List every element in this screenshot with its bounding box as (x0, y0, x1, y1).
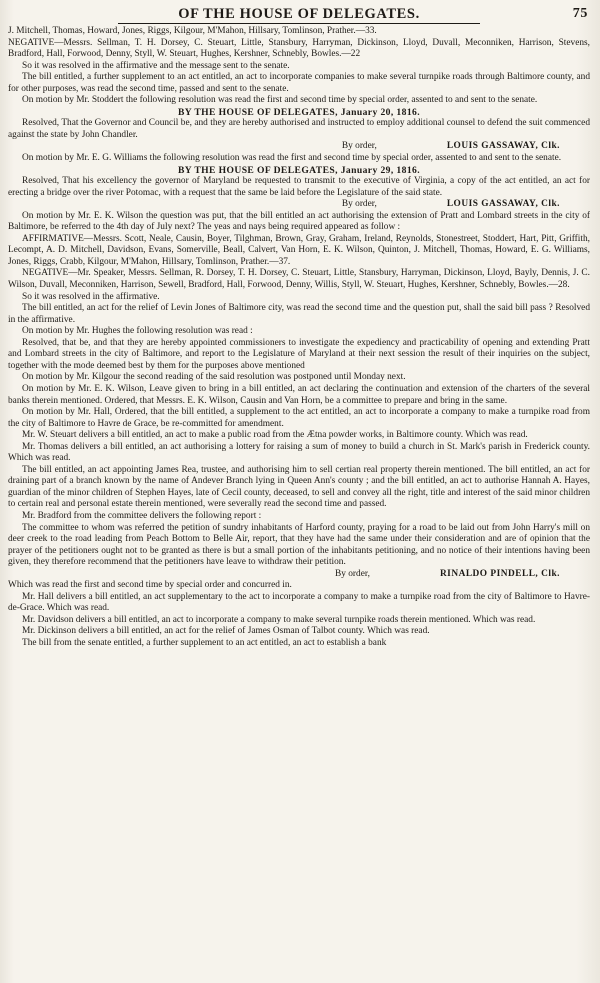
journal-paragraph: NEGATIVE—Mr. Speaker, Messrs. Sellman, R. Dorsey, T. H. Dorsey, C. Steuart, Little, Stansbury, Harryman, Dickinson, Lloyd, Bayly, Dennis, J. C. Wilson, Duvall, Meconniken, Harrison, Sewell, Bradford, Hall, Forwood, Denny, Willis, Styll, W. Steuart, Hughes, Kershner, Schnebly, Bowles.—28. (8, 268, 590, 291)
journal-paragraph: On motion by Mr. Stoddert the following resolution was read the first and second time by special order, assented to and sent to the senate. (22, 95, 538, 106)
journal-paragraph: NEGATIVE—Messrs. Sellman, T. H. Dorsey, C. Steuart, Little, Stansbury, Harryman, Dickinson, Lloyd, Duvall, Meconniken, Harrison, Stevens, Bradford, Hall, Forwood, Denny, Styll, W. Steuart, Hughes, Kershner, Schnebly, Bowles.—22 (8, 37, 590, 60)
journal-paragraph: The bill from the senate entitled, a further supplement to an act entitled, an act to establish a bank (22, 637, 387, 648)
page-header (8, 6, 590, 24)
by-order-label: By order, (341, 199, 377, 210)
journal-paragraph: AFFIRMATIVE—Messrs. Scott, Neale, Causin, Boyer, Tilghman, Brown, Gray, Graham, Ireland, Reynolds, Stonestreet, Stoddert, Hart, Pitt, Griffith, Lecompt, A. D. Mitchell, Davidson, Evans, Somerville, Beall, Calvert, Van Horn, E. K. Wilson, Quinton, J. Mitchell, Thomas, Howard, E. G. Williams, Jones, Riggs, Crabb, Kilgour, M'Mahon, Hillsary, Tomlinson, Prather.—37. (8, 233, 590, 267)
journal-paragraph: Which was read the first and second time by special order and concurred in. (8, 580, 292, 591)
signature-line (8, 141, 590, 153)
journal-paragraph: On motion by Mr. Kilgour the second reading of the said resolution was postponed until Monday next. (22, 372, 406, 383)
journal-paragraph: The committee to whom was referred the petition of sundry inhabitants of Harford county, praying for a road to be laid out from John Harry's mill on deer creek to the road leading from Peach Bottom to Belle Air, report, that they have had the same under their consideration and are of opinion that the prayer of the petitioners ought not to be granted as there is but a small portion of the inhabitants petitioning, and no notice of their intentions having been given, they therefore recommend that the petitioners have leave to withdraw their petition. (8, 522, 590, 568)
journal-paragraph: On motion by Mr. E. K. Wilson, Leave given to bring in a bill entitled, an act declaring the continuation and extension of the charters of the several banks therein mentioned. Ordered, that Messrs. E. K. Wilson, Causin and Van Horn, be a committee to prepare and bring in the same. (8, 383, 590, 406)
by-order-label: By order, (335, 568, 370, 579)
journal-paragraph: So it was resolved in the affirmative and the message sent to the senate. (22, 60, 290, 71)
clerk-name: LOUIS GASSAWAY, Clk. (446, 141, 560, 152)
journal-paragraph: Resolved, That his excellency the governor of Maryland be requested to transmit to the executive of Virginia, a copy of the act entitled, an act for erecting a bridge over the river Potomac, with a request that the same be laid before the Legislature of the said state. (8, 176, 590, 198)
journal-paragraph: On motion by Mr. E. G. Williams the following resolution was read the first and second time by special order, assented to and sent to the senate. (22, 153, 562, 164)
journal-paragraph: The bill entitled, a further supplement to an act entitled, an act to incorporate companies to make several turnpike roads through Baltimore county, and for other purposes, was read the second time, passed and sent to the senate. (8, 72, 590, 94)
clerk-name: LOUIS GASSAWAY, Clk. (446, 199, 560, 210)
journal-paragraph: The bill entitled, an act for the relief of Levin Jones of Baltimore city, was read the second time and the question put, shall the said bill pass ? Resolved in the affirmative. (8, 303, 590, 325)
journal-paragraph: Mr. Davidson delivers a bill entitled, an act to incorporate a company to make several turnpike roads therein mentioned. Which was read. (22, 614, 536, 625)
journal-paragraph: Mr. Hall delivers a bill entitled, an act supplementary to the act to incorporate a company to make a turnpike road from the city of Baltimore to Havre-de-Grace. Which was read. (8, 591, 590, 614)
journal-paragraph: Mr. Bradford from the committee delivers the following report : (22, 510, 262, 521)
journal-paragraph: Mr. Dickinson delivers a bill entitled, an act for the relief of James Osman of Talbot county. Which was read. (22, 626, 430, 637)
journal-paragraph: J. Mitchell, Thomas, Howard, Jones, Riggs, Kilgour, M'Mahon, Hillsary, Tomlinson, Prather.—33. (8, 26, 377, 36)
clerk-name: RINALDO PINDELL, Clk. (439, 568, 560, 579)
journal-paragraph: So it was resolved in the affirmative. (22, 291, 160, 302)
journal-paragraph: On motion by Mr. Hughes the following resolution was read : (22, 326, 253, 337)
journal-paragraph: Mr. Thomas delivers a bill entitled, an act authorising a lottery for raising a sum of money to build a church in St. Mark's parish in Frederick county. Which was read. (8, 441, 590, 464)
journal-paragraph: Mr. W. Steuart delivers a bill entitled, an act to make a public road from the Ætna powder works, in Baltimore county. Which was read. (22, 430, 528, 441)
page-number: 75 (572, 6, 588, 21)
journal-paragraph: Resolved, that be, and that they are hereby appointed commissioners to investigate the expediency and practicability of opening and extending Pratt and Lombard streets in the city of Baltimore, and report to the Legislature of Maryland at their next session the result of their inquiries on the subject, together with the mode deemed best by them for the purposes above mentioned (8, 337, 590, 371)
section-heading: BY THE HOUSE OF DELEGATES, January 20, 1816. (177, 106, 421, 118)
signature-line (8, 199, 590, 211)
signature-line (8, 569, 590, 581)
journal-text (8, 26, 590, 650)
section-heading: BY THE HOUSE OF DELEGATES, January 29, 1816. (177, 164, 421, 176)
journal-paragraph: On motion by Mr. E. K. Wilson the question was put, that the bill entitled an act authorising the extension of Pratt and Lombard streets in the city of Baltimore, be referred to the 4th day of July next? The yeas and nays being required appeared as follow : (8, 210, 590, 233)
journal-paragraph: The bill entitled, an act appointing James Rea, trustee, and authorising him to sell certian real property therein mentioned. The bill entitled, an act for draining part of a branch known by the name of Andever Branch lying in Queen Ann's county ; and the bill entitled, an act to authorise Hannah A. Hayes, guardian of the minor children of Stephen Hayes, late of Cecil county, deceased, to sell and convey all the right, title and interest of the said minor children to certain real and personal estate therein mentioned, were severally read the second time and passed. (8, 464, 590, 510)
by-order-label: By order, (341, 141, 377, 152)
page-title: OF THE HOUSE OF DELEGATES. (118, 6, 480, 24)
journal-paragraph: On motion by Mr. Hall, Ordered, that the bill entitled, a supplement to the act entitled, an act to incorporate a company to make a turnpike road from the city of Baltimore to Havre de Grace, be re-committed for amendment. (8, 407, 590, 429)
journal-paragraph: Resolved, That the Governor and Council be, and they are hereby authorised and instructed to employ additional counsel to defend the suit commenced against the state by John Chandler. (8, 118, 590, 140)
